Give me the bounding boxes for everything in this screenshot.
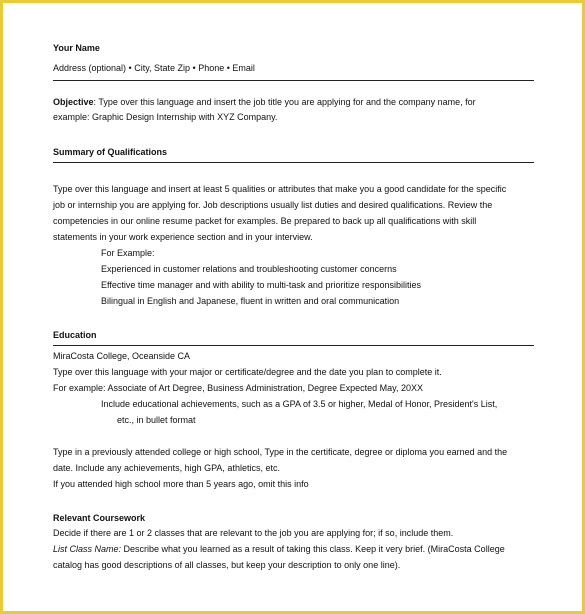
previous-education-line: date. Include any achievements, high GPA, athletics, etc. [53, 463, 280, 473]
example-item: Experienced in customer relations and troubleshooting customer concerns [101, 264, 397, 274]
objective-text: : Type over this language and insert the job title you are applying for and the company name, for [93, 97, 476, 107]
school-name: MiraCosta College, Oceanside CA [53, 351, 191, 361]
coursework-heading: Relevant Coursework [53, 513, 146, 523]
qualifications-para-line: job or internship you are applying for. Job descriptions usually list duties and desired qualifications. Review the [53, 200, 493, 210]
coursework-line: Decide if there are 1 or 2 classes that are relevant to the job you are applying for; if so, include them. [53, 528, 454, 538]
class-name-label: List Class Name: [53, 544, 122, 554]
contact-line: Address (optional) • City, State Zip • Phone • Email [53, 63, 255, 73]
qualifications-para-line: Type over this language and insert at least 5 qualities or attributes that make you a good candidate for the specific [53, 184, 507, 194]
qualifications-para-line: competencies in our online resume packet for examples. Be prepared to back up all qualifications with skill [53, 216, 477, 226]
example-item: Bilingual in English and Japanese, fluent in written and oral communication [101, 296, 400, 306]
education-heading: Education [53, 330, 97, 340]
example-label: For Example: [101, 248, 155, 258]
qualifications-divider [53, 162, 534, 163]
education-divider [53, 345, 534, 346]
coursework-line [53, 543, 505, 555]
coursework-line: catalog has good descriptions of all classes, but keep your description to only one line). [53, 560, 401, 570]
objective-line-1 [53, 96, 534, 108]
header-divider [53, 80, 534, 81]
previous-education-line: Type in a previously attended college or high school, Type in the certificate, degree or diploma you earned and the [53, 447, 508, 457]
resume-name: Your Name [53, 43, 100, 53]
education-achievement: Include educational achievements, such as a GPA of 3.5 or higher, Medal of Honor, President's List, [101, 399, 498, 409]
objective-label: Objective [53, 97, 94, 107]
example-item: Effective time manager and with ability to multi-task and prioritize responsibilities [101, 280, 421, 290]
class-description: Describe what you learned as a result of taking this class. Keep it very brief. (MiraCosta College [121, 544, 505, 554]
previous-education-line: If you attended high school more than 5 years ago, omit this info [53, 479, 309, 489]
qualifications-heading: Summary of Qualifications [53, 147, 168, 157]
education-line: For example: Associate of Art Degree, Business Administration, Degree Expected May, 20XX [53, 383, 424, 393]
qualifications-para-line: statements in your work experience section and in your interview. [53, 232, 313, 242]
education-line: Type over this language with your major or certificate/degree and the date you plan to complete it. [53, 367, 442, 377]
education-achievement: etc., in bullet format [117, 415, 196, 425]
objective-line-2: example: Graphic Design Internship with XYZ Company. [53, 112, 278, 122]
